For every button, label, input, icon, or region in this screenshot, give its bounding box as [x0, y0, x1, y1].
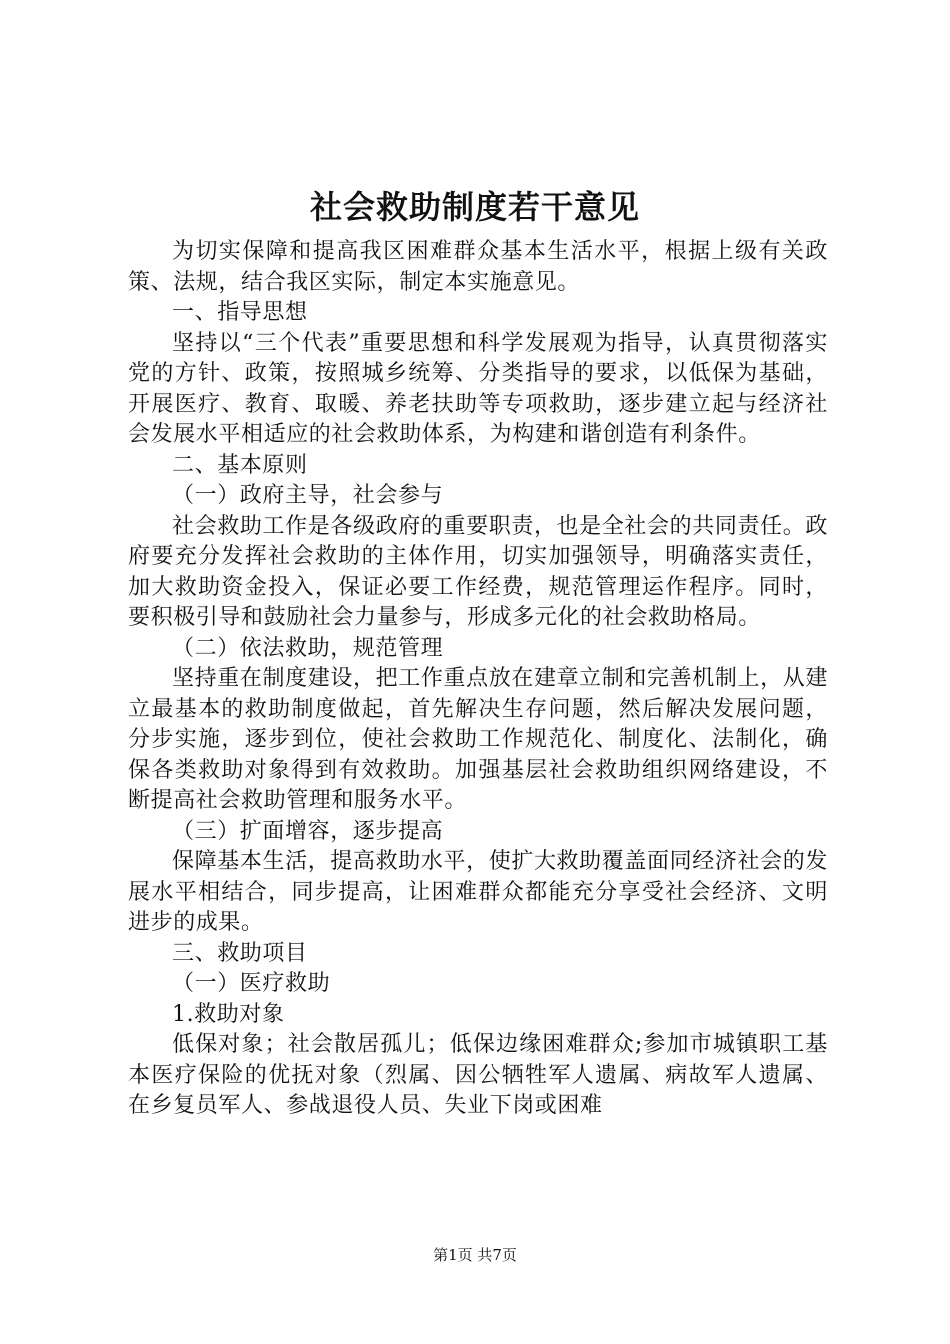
- subheading-government-led: （一）政府主导，社会参与: [172, 483, 444, 508]
- item-heading-assistance-targets: 1.救助对象: [172, 1001, 285, 1027]
- document-title: 社会救助制度若干意见: [309, 188, 640, 226]
- section-heading-basic-principles: 二、基本原则: [172, 452, 308, 478]
- section-heading-guiding-ideology: 一、指导思想: [172, 300, 308, 325]
- government-led-paragraph: 社会救助工作是各级政府的重要职责，也是全社会的共同责任。政府要充分发挥社会救助的主体作用，切实加强领导，明确落实责任，加大救助资金投入，保证必要工作经费，规范管理运作程序。同时，要积极引导和鼓励社会力量参与，形成多元化的社会救助格局。: [128, 513, 828, 630]
- guiding-ideology-paragraph: 坚持以“三个代表”重要思想和科学发展观为指导，认真贯彻落实党的方针、政策，按照城乡统筹、分类指导的要求，以低保为基础，开展医疗、教育、取暖、养老扶助等专项救助，逐步建立起与经济社会发展水平相适应的社会救助体系，为构建和谐创造有利条件。: [128, 330, 828, 447]
- subheading-medical-assistance: （一）医疗救助: [172, 971, 331, 996]
- lawful-assistance-paragraph: 坚持重在制度建设，把工作重点放在建章立制和完善机制上，从建立最基本的救助制度做起，首先解决生存问题，然后解决发展问题，分步实施，逐步到位，使社会救助工作规范化、制度化、法制化，确保各类救助对象得到有效救助。加强基层社会救助组织网络建设，不断提高社会救助管理和服务水平。: [128, 666, 828, 813]
- subheading-expand-coverage: （三）扩面增容，逐步提高: [172, 818, 444, 844]
- assistance-targets-paragraph: 低保对象；社会散居孤儿；低保边缘困难群众;参加市城镇职工基本医疗保险的优抚对象（烈属、因公牺牲军人遗属、病故军人遗属、在乡复员军人、参战退役人员、失业下岗或困难: [128, 1032, 828, 1118]
- subheading-lawful-assistance: （二）依法救助，规范管理: [172, 635, 444, 661]
- page-number-footer: 第1页 共7页: [433, 1246, 517, 1264]
- section-heading-assistance-items: 三、救助项目: [172, 940, 308, 966]
- document-body: [128, 237, 828, 1122]
- expand-coverage-paragraph: 保障基本生活，提高救助水平，使扩大救助覆盖面同经济社会的发展水平相结合，同步提高，让困难群众都能充分享受社会经济、文明进步的成果。: [128, 849, 828, 935]
- intro-paragraph: 为切实保障和提高我区困难群众基本生活水平，根据上级有关政策、法规，结合我区实际，制定本实施意见。: [128, 239, 828, 295]
